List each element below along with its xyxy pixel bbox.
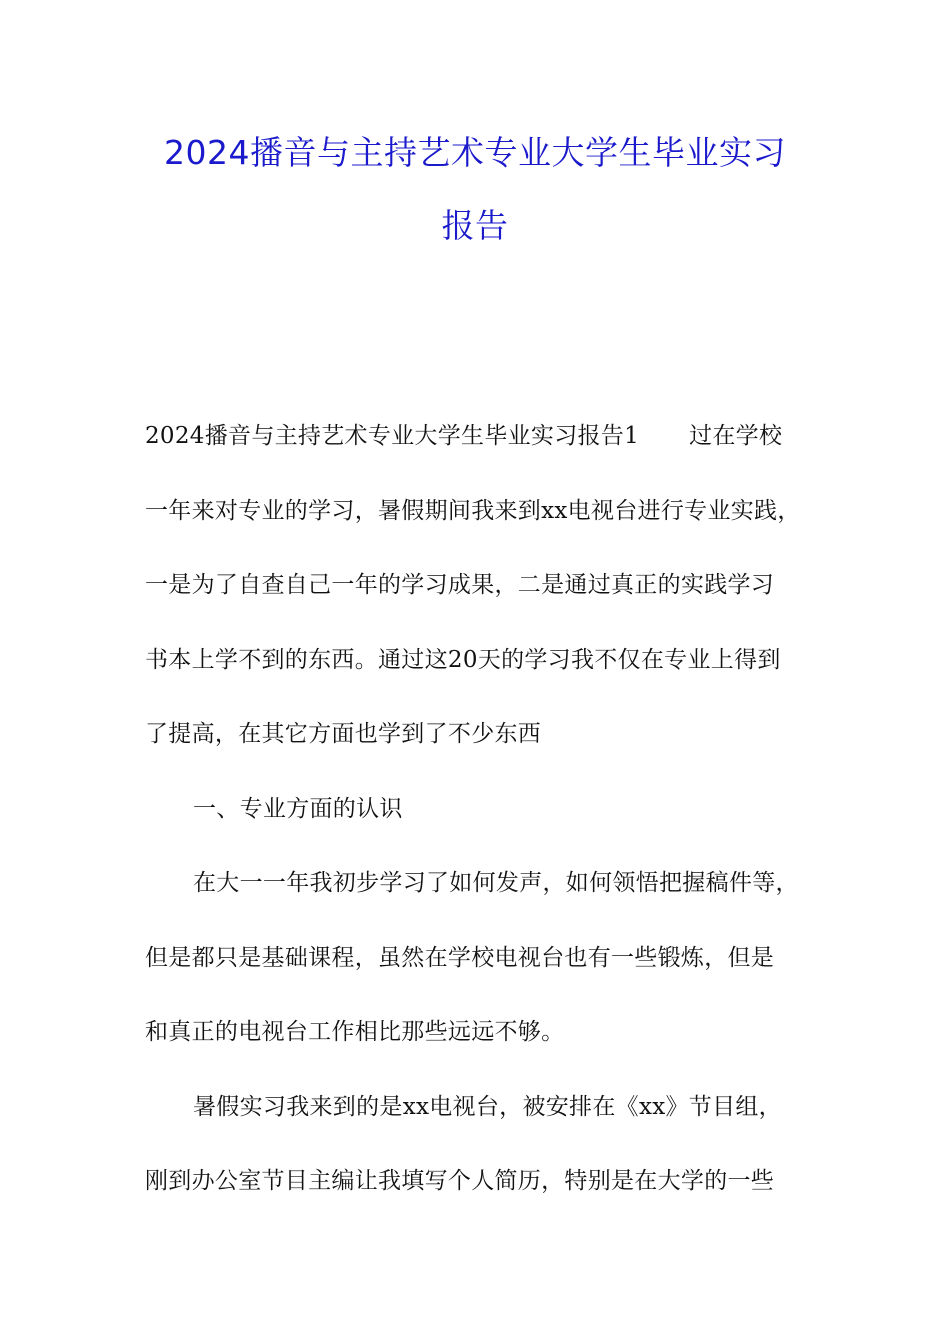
- body-line-6: 在大一一年我初步学习了如何发声，如何领悟把握稿件等，: [193, 870, 799, 896]
- body-line-1: [145, 421, 825, 451]
- body-line-4: 书本上学不到的东西。通过这20天的学习我不仅在专业上得到: [145, 647, 781, 673]
- body-line-5: 了提高，在其它方面也学到了不少东西: [145, 721, 542, 747]
- document-title-line-2: 报告: [441, 206, 509, 245]
- body-line-3: 一是为了自查自己一年的学习成果，二是通过真正的实践学习: [145, 572, 775, 598]
- paragraph-text: 过在学校: [689, 423, 783, 449]
- document-title-line-1: 2024播音与主持艺术专业大学生毕业实习: [164, 133, 786, 172]
- body-line-8: 和真正的电视台工作相比那些远远不够。: [145, 1019, 565, 1045]
- body-line-7: 但是都只是基础课程，虽然在学校电视台也有一些锻炼，但是: [145, 945, 775, 971]
- section-heading: 一、专业方面的认识: [193, 796, 403, 822]
- body-line-2: 一年来对专业的学习，暑假期间我来到xx电视台进行专业实践，: [145, 498, 801, 524]
- report-heading-inline: 2024播音与主持艺术专业大学生毕业实习报告1: [145, 423, 640, 449]
- body-line-10: 刚到办公室节目主编让我填写个人简历，特别是在大学的一些: [145, 1168, 775, 1194]
- body-line-9: 暑假实习我来到的是xx电视台，被安排在《xx》节目组，: [193, 1094, 782, 1120]
